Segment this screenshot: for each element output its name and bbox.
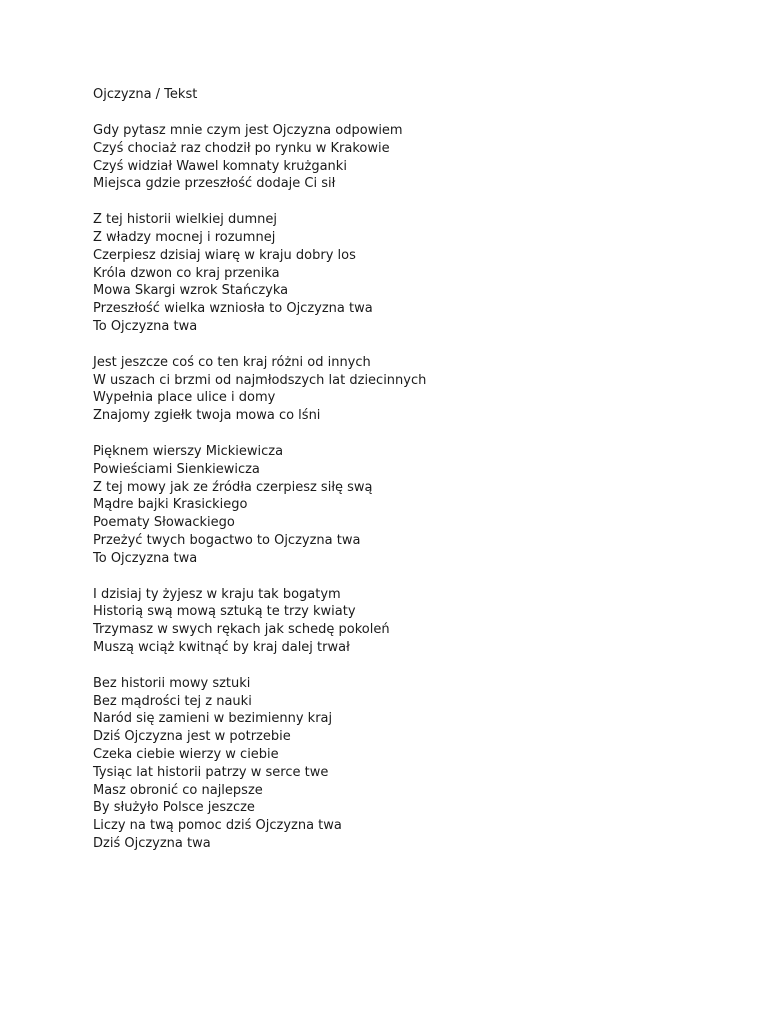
poem-line: Mowa Skargi wzrok Stańczyka bbox=[93, 283, 289, 299]
poem-line: Jest jeszcze coś co ten kraj różni od innych bbox=[93, 354, 371, 370]
document-title: Ojczyzna / Tekst bbox=[93, 87, 198, 102]
poem-line: Miejsca gdzie przeszłość dodaje Ci sił bbox=[93, 176, 336, 192]
poem-line: Dziś Ojczyzna jest w potrzebie bbox=[93, 729, 291, 745]
poem-line: To Ojczyzna twa bbox=[93, 318, 198, 334]
poem-line: Dziś Ojczyzna twa bbox=[93, 835, 211, 851]
poem-line: Muszą wciąż kwitnąć by kraj dalej trwał bbox=[93, 639, 350, 655]
poem-line: Króla dzwon co kraj przenika bbox=[93, 265, 280, 281]
poem-line: By służyło Polsce jeszcze bbox=[93, 800, 255, 816]
stanza bbox=[93, 443, 733, 568]
poem-line: Czerpiesz dzisiaj wiarę w kraju dobry los bbox=[93, 247, 356, 263]
poem-line: Gdy pytasz mnie czym jest Ojczyzna odpowiem bbox=[93, 123, 403, 138]
poem-line: Trzymasz w swych rękach jak schedę pokoleń bbox=[93, 622, 390, 638]
stanza bbox=[93, 586, 733, 657]
poem-line: Powieściami Sienkiewicza bbox=[93, 461, 260, 477]
poem-line: I dzisiaj ty żyjesz w kraju tak bogatym bbox=[93, 586, 341, 602]
poem-line: Znajomy zgiełk twoja mowa co lśni bbox=[93, 408, 321, 424]
poem-line: Wypełnia place ulice i domy bbox=[93, 390, 276, 406]
document-page bbox=[93, 86, 733, 871]
poem-line: Masz obronić co najlepsze bbox=[93, 782, 263, 798]
poem-body bbox=[93, 122, 733, 853]
poem-line: Przeżyć twych bogactwo to Ojczyzna twa bbox=[93, 532, 361, 548]
poem-line: Bez historii mowy sztuki bbox=[93, 675, 251, 691]
poem-line: Poematy Słowackiego bbox=[93, 515, 235, 531]
poem-line: Z władzy mocnej i rozumnej bbox=[93, 229, 276, 245]
poem-line: W uszach ci brzmi od najmłodszych lat dziecinnych bbox=[93, 372, 427, 388]
poem-line: Historią swą mową sztuką te trzy kwiaty bbox=[93, 604, 356, 620]
poem-line: Bez mądrości tej z nauki bbox=[93, 693, 252, 709]
poem-line: Z tej mowy jak ze źródła czerpiesz siłę swą bbox=[93, 479, 373, 495]
poem-line: Czyś widział Wawel komnaty krużganki bbox=[93, 158, 347, 174]
stanza bbox=[93, 675, 733, 853]
poem-line: Naród się zamieni w bezimienny kraj bbox=[93, 711, 333, 727]
stanza bbox=[93, 122, 733, 193]
poem-line: Tysiąc lat historii patrzy w serce twe bbox=[93, 764, 329, 780]
poem-line: Czeka ciebie wierzy w ciebie bbox=[93, 746, 279, 762]
stanza bbox=[93, 354, 733, 425]
poem-line: To Ojczyzna twa bbox=[93, 550, 198, 566]
stanza bbox=[93, 211, 733, 336]
poem-line: Przeszłość wielka wzniosła to Ojczyzna twa bbox=[93, 301, 373, 317]
poem-line: Czyś chociaż raz chodził po rynku w Krakowie bbox=[93, 140, 390, 156]
poem-line: Liczy na twą pomoc dziś Ojczyzna twa bbox=[93, 818, 342, 834]
poem-line: Pięknem wierszy Mickiewicza bbox=[93, 443, 284, 459]
poem-line: Z tej historii wielkiej dumnej bbox=[93, 212, 277, 228]
poem-line: Mądre bajki Krasickiego bbox=[93, 497, 248, 513]
